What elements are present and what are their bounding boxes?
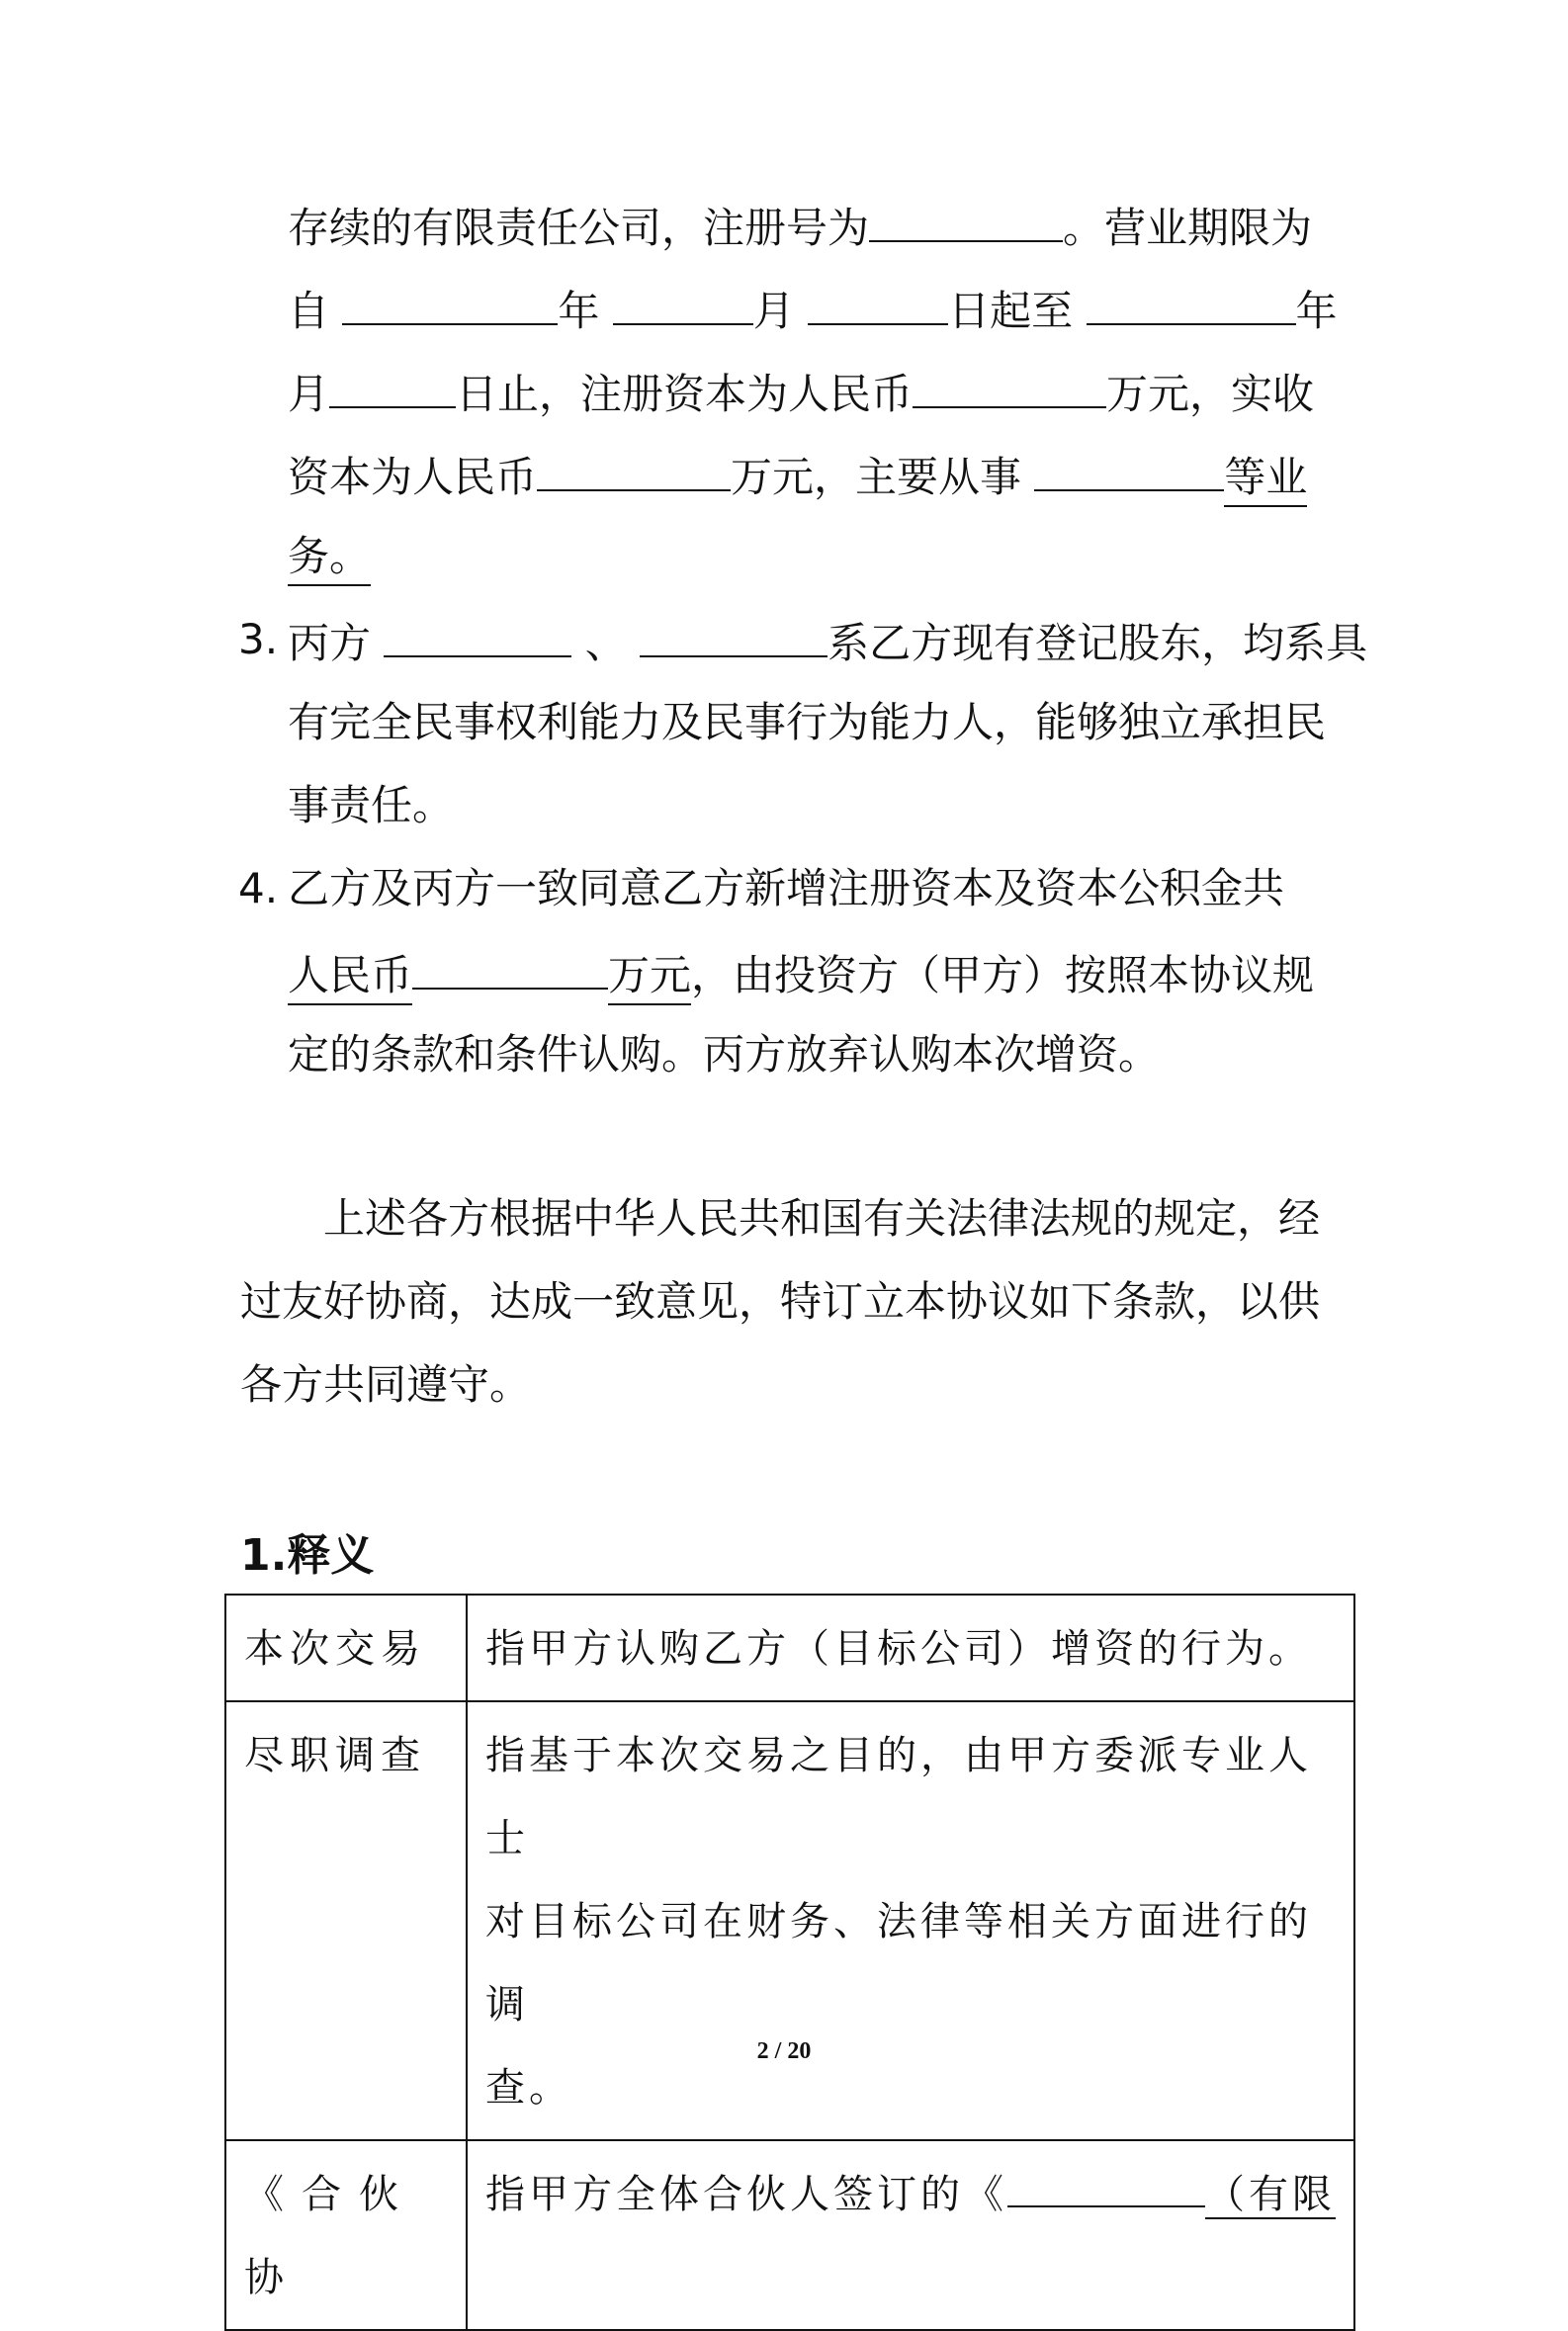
text-line [288, 446, 1307, 505]
fill-blank[interactable] [537, 446, 731, 491]
text-line [288, 363, 1314, 422]
definition-fragment: 指甲方全体合伙人签订的《 [485, 2172, 1007, 2217]
table-row [225, 1595, 1354, 1701]
definition-fragment: （有限 [1205, 2172, 1336, 2217]
text-fragment: 月 [288, 370, 330, 418]
text-fragment: 等业 [1224, 450, 1307, 507]
fill-blank[interactable] [640, 612, 828, 657]
fill-blank[interactable] [613, 280, 753, 325]
text-fragment: 年 [1295, 287, 1338, 335]
text-line [288, 529, 371, 588]
fill-blank[interactable] [1007, 2166, 1205, 2207]
fill-blank[interactable] [913, 363, 1106, 408]
definition-line: 查。 [485, 2065, 572, 2111]
definition-term: 《合伙协 [225, 2140, 467, 2330]
text-fragment: 年 [558, 287, 600, 335]
text-fragment: 日起至 [948, 287, 1074, 335]
text-line [288, 280, 1338, 339]
text-line [288, 1027, 1160, 1086]
text-fragment: 资本为人民币 [288, 453, 538, 501]
definition-text [467, 2140, 1354, 2330]
text-fragment: 万元，实收 [1106, 370, 1315, 418]
text-fragment: 万元 [608, 948, 691, 1005]
text-fragment: 月 [752, 287, 795, 335]
text-fragment: 系乙方现有登记股东，均系具 [828, 619, 1368, 667]
definition-line: 对目标公司在财务、法律等相关方面进行的调 [485, 1899, 1312, 2028]
text-line [288, 861, 1284, 920]
text-fragment: 各方共同遵守。 [240, 1360, 532, 1409]
fill-blank[interactable] [1034, 446, 1224, 491]
text-line [240, 1274, 1320, 1334]
text-line [288, 778, 454, 837]
text-fragment: 万元，主要从事 [731, 453, 1022, 501]
text-fragment: 务。 [288, 529, 371, 586]
text-fragment: 自 [288, 287, 330, 335]
text-fragment: 存续的有限责任公司，注册号为 [288, 204, 870, 252]
fill-blank[interactable] [869, 197, 1063, 242]
list-item-number [238, 612, 278, 671]
table-row [225, 1701, 1354, 2140]
fill-blank[interactable] [808, 280, 948, 325]
fill-blank[interactable] [342, 280, 558, 325]
table-row [225, 2140, 1354, 2330]
text-line [288, 695, 1326, 754]
definition-text [467, 1701, 1354, 2140]
text-fragment: 事责任。 [288, 781, 455, 829]
definition-term: 本次交易 [225, 1595, 467, 1701]
definition-line: 指基于本次交易之目的，由甲方委派专业人士 [485, 1733, 1312, 1861]
text-fragment: ，由投资方（甲方）按照本协议规 [691, 951, 1315, 999]
fill-blank[interactable] [412, 944, 608, 990]
definitions-table [224, 1594, 1355, 2331]
text-fragment: 上述各方根据中华人民共和国有关法律法规的规定，经 [323, 1194, 1321, 1243]
definition-term: 尽职调查 [225, 1701, 467, 2140]
text-fragment: 日止，注册资本为人民币 [456, 370, 914, 418]
text-fragment: 人民币 [288, 948, 412, 1005]
text-line [240, 1357, 531, 1417]
fill-blank[interactable] [1087, 280, 1296, 325]
definition-text: 指甲方认购乙方（目标公司）增资的行为。 [467, 1595, 1354, 1701]
text-line [288, 944, 1314, 1003]
list-item-number [238, 861, 278, 920]
text-fragment: 丙方 [288, 619, 372, 667]
text-line [288, 612, 1367, 671]
text-fragment: 、 [584, 619, 627, 667]
page-number: 2 / 20 [756, 2038, 812, 2064]
text-fragment: 。营业期限为 [1063, 204, 1313, 252]
text-fragment: 定的条款和条件认购。丙方放弃认购本次增资。 [288, 1030, 1161, 1079]
text-fragment: 有完全民事权利能力及民事行为能力人，能够独立承担民 [288, 698, 1327, 746]
fill-blank[interactable] [384, 612, 571, 657]
list-number: 4. [238, 864, 279, 912]
text-fragment: 过友好协商，达成一致意见，特订立本协议如下条款，以供 [240, 1277, 1321, 1326]
text-line [288, 197, 1312, 256]
list-number: 3. [238, 615, 279, 663]
text-line [323, 1191, 1320, 1251]
section-heading: 1.释义 [240, 1530, 375, 1581]
fill-blank[interactable] [329, 363, 456, 408]
text-fragment: 乙方及丙方一致同意乙方新增注册资本及资本公积金共 [288, 864, 1285, 912]
